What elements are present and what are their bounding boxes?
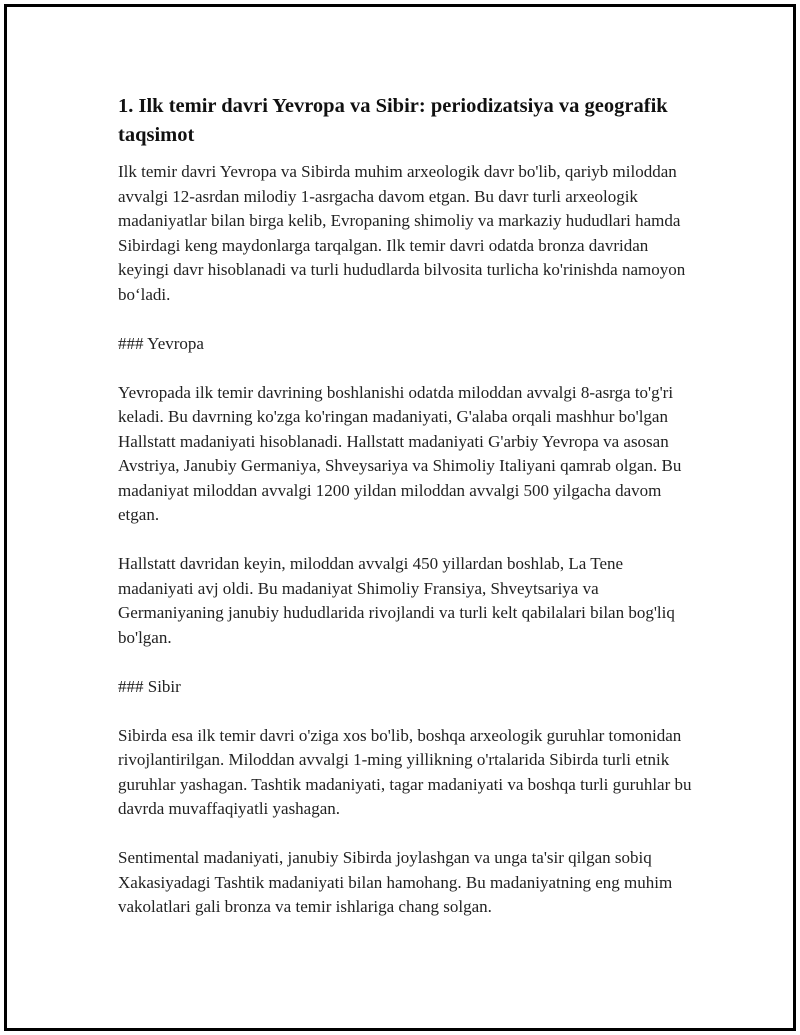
section-heading-sibir: ### Sibir [118, 676, 181, 696]
sibir-paragraph-2: Sentimental madaniyati, janubiy Sibirda joylashgan va unga ta'sir qilgan sobiq Xakasiyadagi Tashtik madaniyati bilan hamohang. Bu madaniyatning eng muhim vakolatlari gali bronza va temir ishlariga chang solgan. [118, 848, 673, 916]
yevropa-paragraph-1: Yevropada ilk temir davrining boshlanishi odatda miloddan avvalgi 8-asrga to'g'ri keladi. Bu davrning ko'zga ko'ringan madaniyati, G'alaba orqali mashhur bo'lgan Hallstatt madaniyati hisoblanadi. Hallstatt madaniyati G'arbiy Yevropa va asosan Avstriya, Janubiy Germaniya, Shveysariya va Shimoliy Italiyani qamrab olgan. Bu madaniyat miloddan avvalgi 1200 yildan miloddan avvalgi 500 yilgacha davom etgan. [118, 382, 682, 524]
yevropa-paragraph-2: Hallstatt davridan keyin, miloddan avvalgi 450 yillardan boshlab, La Tene madaniyati avj oldi. Bu madaniyat Shimoliy Fransiya, Shveytsariya va Germaniyaning janubiy hududlarida rivojlandi va turli kelt qabilalari bilan bog'liq bo'lgan. [118, 554, 675, 647]
section-heading-yevropa: ### Yevropa [118, 333, 204, 353]
intro-paragraph: Ilk temir davri Yevropa va Sibirda muhim arxeologik davr bo'lib, qariyb miloddan avvalgi 12-asrdan milodiy 1-asrgacha davom etgan. Bu davr turli arxeologik madaniyatlar bilan birga kelib, Evropaning shimoliy va markaziy hududlari hamda Sibirdagi keng maydonlarga tarqalgan. Ilk temir davri odatda bronza davridan keyingi davr hisoblanadi va turli hududlarda bilvosita turlicha ko'rinishda namoyon bo‘ladi. [118, 162, 686, 304]
document-body [118, 92, 693, 944]
document-title: 1. Ilk temir davri Yevropa va Sibir: periodizatsiya va geografik taqsimot [118, 95, 668, 146]
sibir-paragraph-1: Sibirda esa ilk temir davri o'ziga xos bo'lib, boshqa arxeologik guruhlar tomonidan rivojlantirilgan. Miloddan avvalgi 1-ming yillikning o'rtalarida Sibirda turli etnik guruhlar yashagan. Tashtik madaniyati, tagar madaniyati va boshqa turli guruhlar bu davrda muvaffaqiyatli yashagan. [118, 725, 692, 818]
